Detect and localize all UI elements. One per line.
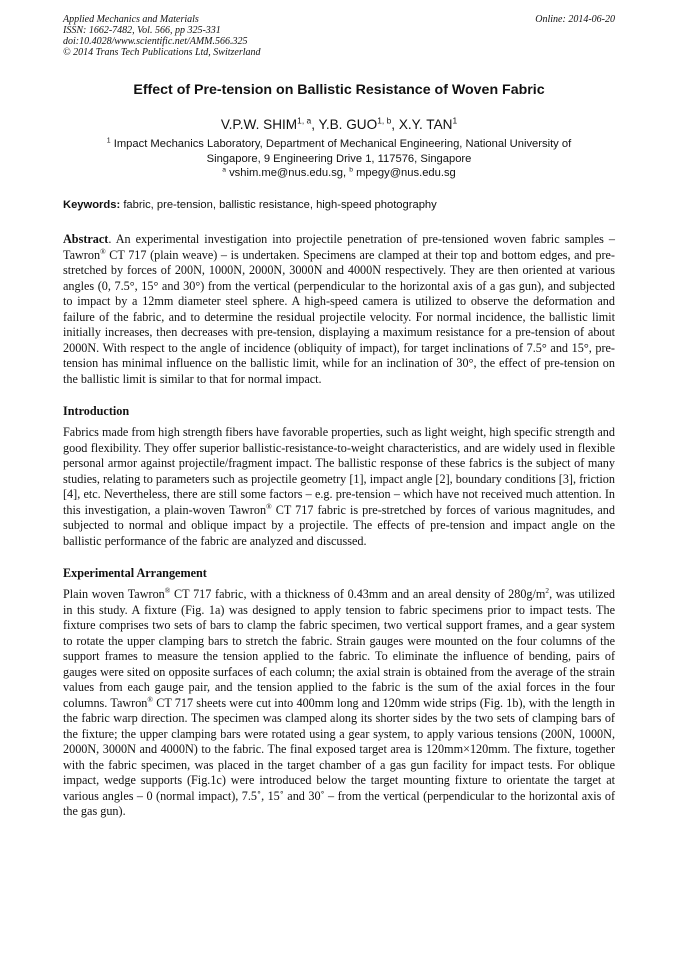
author-list: V.P.W. SHIM$^{1, a}$, Y.B. GUO$^{1, b}$, X.Y. TAN$^1$ [220, 115, 458, 132]
email-b-sup: b [349, 166, 353, 174]
squared-superscript: 2 [545, 585, 550, 595]
paper-page [63, 14, 615, 820]
intro-text-2: CT 717 fabric is pre-stretched by forces of various magnitudes, and subjected to normal and oblique impact by a projectile. The effects of pre-tension and impact angle on the ballistic performance of the fabric are analyzed and discussed. [63, 502, 615, 548]
registered-mark: ® [266, 501, 272, 511]
affil-line-1: Impact Mechanics Laboratory, Department of Mechanical Engineering, National University of [113, 138, 572, 150]
abstract-label: Abstract [63, 232, 109, 246]
journal-doi: doi:10.4028/www.scientific.net/AMM.566.325 [63, 36, 248, 47]
author-name: X.Y. TAN [398, 117, 453, 132]
author-emails [63, 167, 615, 180]
affil-line-2: Singapore, 9 Engineering Drive 1, 117576, Singapore [206, 153, 472, 165]
intro-text-1: Fabrics made from high strength fibers have favorable properties, such as light weight, high specific strength and good flexibility. They offer superior ballistic-resistance-to-weight characteristics, and are widely used in flexible personal armor against projectile/fragment impact. The ballistic response of these fabrics is the subject of many studies, relating to parameters such as projectile geometry [1], impact angle [2], boundary conditions [3], friction [4], etc. Nevertheless, there are still some factors – e.g. pre-tension – which have not received much attention. In this investigation, a plain-woven Tawron [63, 425, 615, 517]
registered-mark: ® [100, 246, 106, 256]
registered-mark: ® [147, 694, 153, 704]
email-b: mpegy@nus.edu.sg [356, 167, 456, 179]
journal-copyright: © 2014 Trans Tech Publications Ltd, Switzerland [63, 47, 261, 58]
keywords [63, 198, 615, 212]
author-name: V.P.W. SHIM [220, 117, 298, 132]
experimental-body [63, 587, 615, 820]
online-date: Online: 2014-06-20 [535, 14, 615, 25]
exp-text-4: CT 717 sheets were cut into 400mm long and 120mm wide strips (Fig. 1b), with the length in the fabric warp direction. The specimen was clamped along its shorter sides by the two sets of clamping bars of the fixture; the upper clamping bars were rotated using a gear system, to apply various tensions (200N, 1000N, 2000N, 3000N and 4000N) to the fabric. The final exposed target area is 120mm×120mm. The fixture, together with the fabric specimen, was placed in the target chamber of a gas gun facility for impact tests. For oblique impact, wedge supports (Fig.1c) were introduced below the target mounting fixture to orientate the target at various angles – 0 (normal impact), 7.5˚, 15˚ and 30˚ – from the vertical (perpendicular to the horizontal axis of the gas gun). [63, 695, 615, 818]
author-affil-sup: 1, a [297, 115, 312, 126]
journal-header [63, 14, 615, 58]
journal-issn: ISSN: 1662-7482, Vol. 566, pp 325-331 [63, 25, 221, 36]
experimental-heading: Experimental Arrangement [63, 566, 207, 580]
exp-text-1: Plain woven Tawron [63, 587, 165, 601]
registered-mark: ® [164, 585, 171, 595]
abstract-text-1: . An experimental investigation into projectile penetration of pre-tensioned woven fabric samples – Tawron [63, 232, 615, 262]
author-affil-sup: 1, b [377, 115, 392, 126]
abstract-text-2: CT 717 (plain weave) – is undertaken. Specimens are clamped at their top and bottom edges, and pre-stretched by forces of 200N, 1000N, 2000N, 3000N and 4000N respectively. They are then oriented at various angles (0, 7.5°, 15° and 30°) from the vertical (perpendicular to the horizontal axis of a gas gun), and subjected to impact by a 12mm diameter steel sphere. A high-speed camera is utilized to observe the deformation and failure of the fabric, and to determine the residual projectile velocity. For normal incidence, the ballistic limit initially increases, then decreases with pre-tension, displaying a maximum resistance for a pre-tension of about 2000N. With respect to the angle of incidence (obliquity of impact), for target inclinations of 7.5° and 15°, pre-tension has minimal influence on the ballistic limit, while for an inclination of 30°, the effect of pre-tension on the ballistic limit is similar to that for normal impact. [63, 247, 615, 386]
keywords-text: fabric, pre-tension, ballistic resistance, high-speed photography [123, 199, 437, 211]
paper-title: Effect of Pre-tension on Ballistic Resistance of Woven Fabric [133, 82, 545, 98]
email-a: vshim.me@nus.edu.sg, [229, 167, 347, 179]
introduction-body [63, 425, 615, 549]
introduction-heading: Introduction [63, 404, 130, 418]
author-name: Y.B. GUO [318, 117, 378, 132]
affil-sup: 1 [106, 137, 111, 145]
exp-text-3: , was utilized in this study. A fixture (Fig. 1a) was designed to apply tension to fabric specimens prior to impact tests. The fixture comprises two sets of bars to clamp the fabric specimen, two vertical support frames, and a gear system to rotate the upper clamping bars to stretch the fabric. Strain gauges were mounted on the four columns of the support frames to measure the tension applied to the fabric. To eliminate the influence of bending, pairs of gauges were sited on opposite surfaces of each column; the axial strain is obtained from the average of the strain values from each gauge pair, and the tension applied to the fabric is the sum of the axial forces in the four columns. Tawron [63, 587, 616, 710]
keywords-label: Keywords: [63, 199, 121, 211]
email-a-sup: a [222, 166, 226, 174]
abstract [63, 232, 615, 387]
exp-text-2: CT 717 fabric, with a thickness of 0.43mm and an areal density of 280g/m [170, 587, 546, 601]
author-affil-sup: 1 [452, 115, 458, 126]
journal-name: Applied Mechanics and Materials [63, 14, 199, 25]
affiliation [63, 137, 615, 167]
